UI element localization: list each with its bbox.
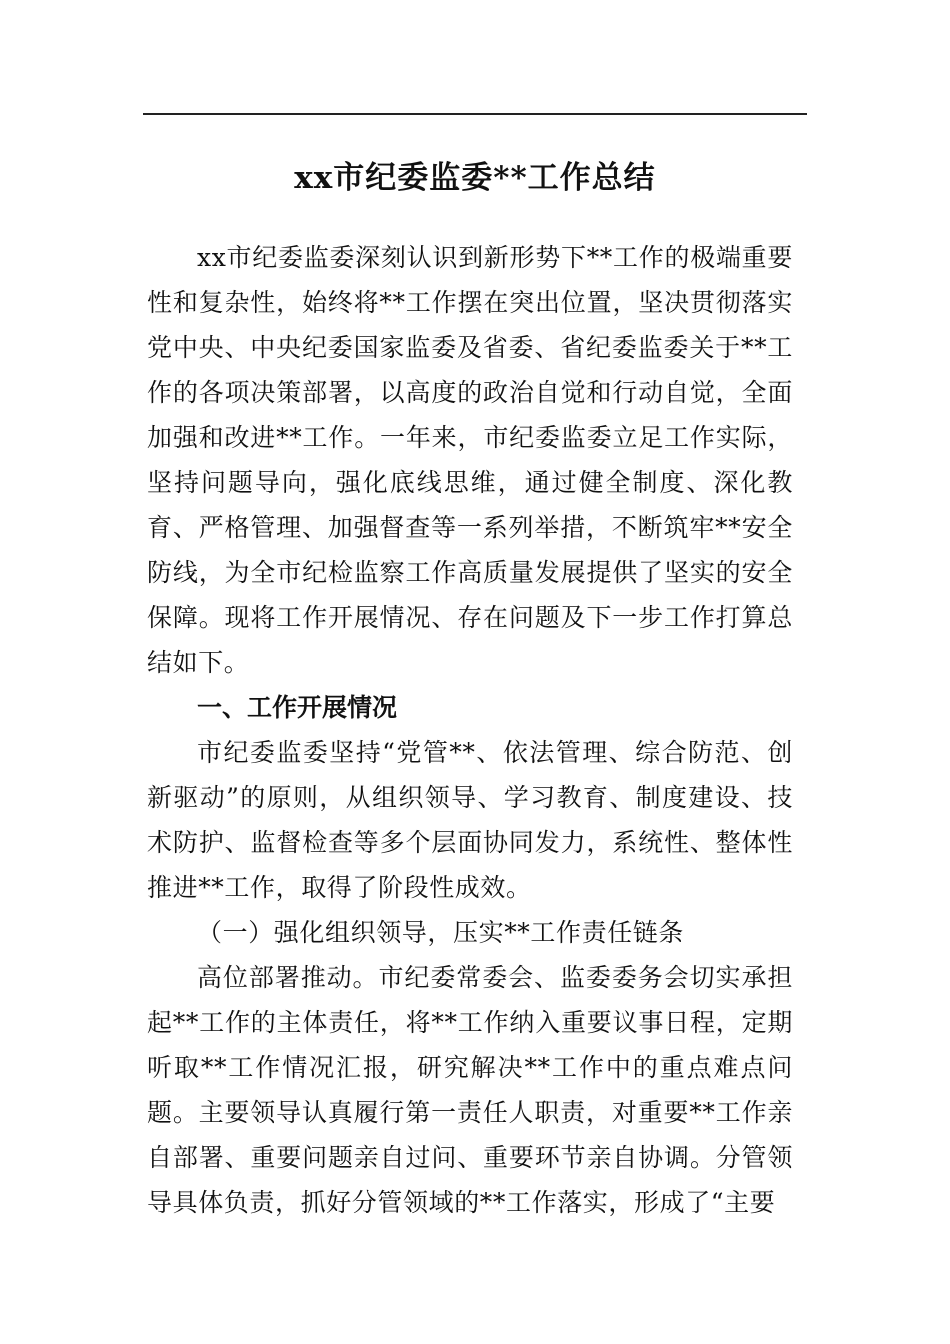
document-body — [147, 235, 793, 1225]
section-heading-1: 一、工作开展情况 — [197, 693, 398, 722]
section-1-intro: 市纪委监委坚持“党管**、依法管理、综合防范、创新驱动”的原则，从组织领导、学习教育、制度建设、技术防护、监督检查等多个层面协同发力，系统性、整体性推进**工作，取得了阶段性成效。 — [147, 738, 793, 902]
header-rule — [143, 113, 807, 115]
intro-paragraph: xx市纪委监委深刻认识到新形势下**工作的极端重要性和复杂性，始终将**工作摆在突出位置，坚决贯彻落实党中央、中央纪委国家监委及省委、省纪委监委关于**工作的各项决策部署，以高度的政治自觉和行动自觉，全面加强和改进**工作。一年来，市纪委监委立足工作实际，坚持问题导向，强化底线思维，通过健全制度、深化教育、严格管理、加强督查等一系列举措，不断筑牢**安全防线，为全市纪检监察工作高质量发展提供了坚实的安全保障。现将工作开展情况、存在问题及下一步工作打算总结如下。 — [147, 243, 793, 677]
subsection-1-text: 高位部署推动。市纪委常委会、监委委务会切实承担起**工作的主体责任，将**工作纳入重要议事日程，定期听取**工作情况汇报，研究解决**工作中的重点难点问题。主要领导认真履行第一责任人职责，对重要**工作亲自部署、重要问题亲自过问、重要环节亲自协调。分管领导具体负责，抓好分管领域的**工作落实，形成了“主要 — [147, 963, 793, 1217]
subsection-heading-1: （一）强化组织领导，压实**工作责任链条 — [197, 918, 685, 947]
document-title: xx市纪委监委**工作总结 — [294, 160, 656, 196]
